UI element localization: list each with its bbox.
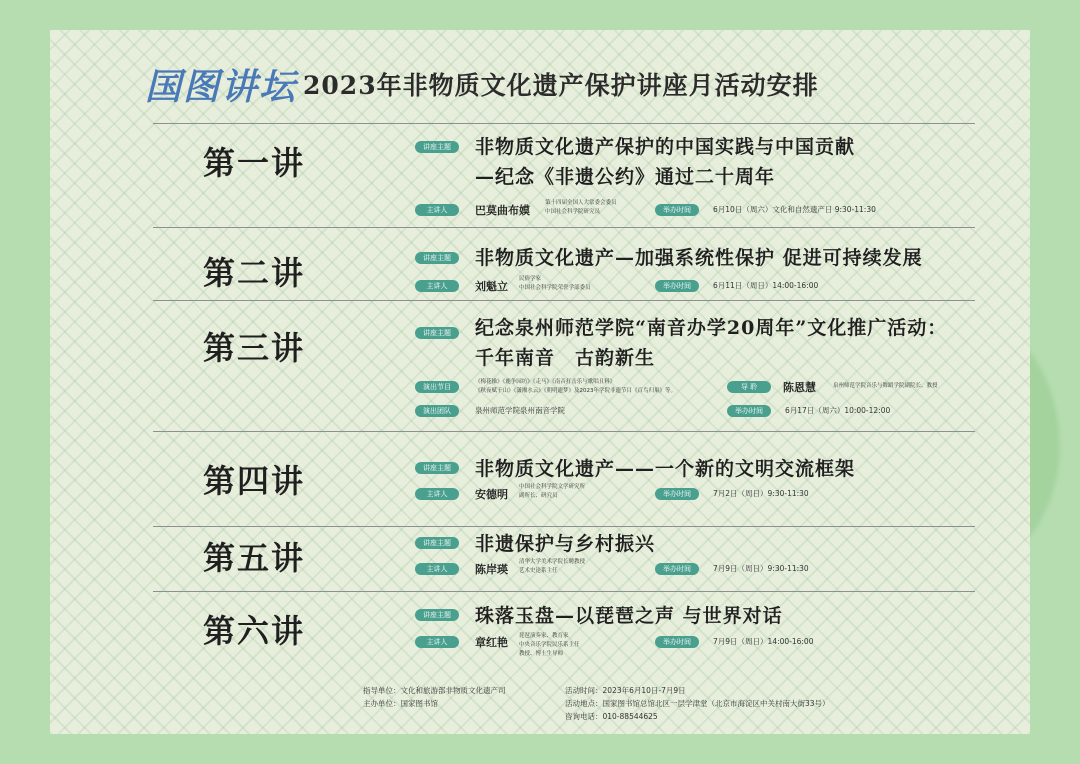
page-title: 2023年非物质文化遗产保护讲座月活动安排 <box>303 71 819 100</box>
activity-location: 活动地点：国家图书馆总馆北区一层学津堂（北京市海淀区中关村南大街33号） <box>565 699 830 708</box>
time-tag: 举办时间 <box>655 204 699 216</box>
guide-title: 泉州师范学院音乐与舞蹈学院副院长、教授 <box>833 383 938 389</box>
troupe-tag: 演出团队 <box>415 405 459 417</box>
lecture-6 <box>153 592 975 676</box>
time-tag: 举办时间 <box>655 636 699 648</box>
lecture-title: 第四讲 <box>203 462 306 500</box>
time-tag: 举办时间 <box>655 563 699 575</box>
lecture-subtopic: —纪念《非遗公约》通过二十周年 <box>475 166 776 188</box>
topic-tag: 讲座主题 <box>415 609 459 621</box>
lecture-2 <box>153 228 975 300</box>
speaker-title: 清华大学美术学院长聘教授 <box>519 559 586 565</box>
brand-logo: 国图讲坛 <box>145 65 298 108</box>
lecture-topic: 纪念泉州师范学院“南音办学20周年”文化推广活动： <box>475 317 948 339</box>
program-list: 《梅花操》《鹿争园坊》《走马》《南音打击乐与歌唱且料》 <box>475 379 616 385</box>
lecture-time: 7月9日（周日）14:00-16:00 <box>713 637 814 646</box>
lecture-title: 第一讲 <box>203 144 306 182</box>
poster-header <box>145 60 819 108</box>
speaker-title: 中国社会科学院研究员 <box>545 209 601 215</box>
guide-tag: 导 聆 <box>727 381 771 393</box>
guide-unit: 指导单位：文化和旅游部非物质文化遗产司 <box>363 686 506 695</box>
speaker-title: 教授、博士生导师 <box>519 651 564 657</box>
lecture-time: 6月10日（周六）文化和自然遗产日 9:30-11:30 <box>713 205 876 214</box>
topic-tag: 讲座主题 <box>415 462 459 474</box>
host-unit: 主办单位：国家图书馆 <box>363 699 438 708</box>
time-tag: 举办时间 <box>727 405 771 417</box>
lecture-time: 7月9日（周日）9:30-11:30 <box>713 564 809 573</box>
lecture-title: 第二讲 <box>203 254 306 292</box>
speaker-tag: 主讲人 <box>415 636 459 648</box>
speaker-title: 中国社会科学院文学研究所 <box>519 484 586 490</box>
troupe-name: 泉州师范学院泉州南音学院 <box>475 406 565 415</box>
lecture-topic: 非物质文化遗产—加强系统性保护 促进可持续发展 <box>475 247 923 269</box>
lecture-title: 第五讲 <box>203 539 306 577</box>
phone: 咨询电话：010-88544625 <box>565 712 658 721</box>
speaker-title: 艺术史论系主任 <box>519 568 558 574</box>
program-tag: 演出节目 <box>415 381 459 393</box>
topic-tag: 讲座主题 <box>415 327 459 339</box>
speaker-tag: 主讲人 <box>415 204 459 216</box>
speaker-name: 陈岸瑛 <box>475 563 508 576</box>
lecture-3 <box>153 301 975 431</box>
guide-name: 陈恩慧 <box>783 381 816 394</box>
speaker-tag: 主讲人 <box>415 563 459 575</box>
speaker-title: 中国社会科学院荣誉学部委员 <box>519 285 591 291</box>
lecture-topic: 非物质文化遗产——一个新的文明交流框架 <box>475 458 856 480</box>
lecture-subtopic: 千年南音 古韵新生 <box>475 347 656 369</box>
time-tag: 举办时间 <box>655 280 699 292</box>
lecture-title: 第三讲 <box>203 329 306 367</box>
lecture-topic: 非物质文化遗产保护的中国实践与中国贡献 <box>475 136 856 158</box>
activity-time: 活动时间：2023年6月10日-7月9日 <box>565 686 686 695</box>
program-list: 《秋夜赋千山》《潇湘水云》《朝明遗梦》及2023年学院非遗节目《百鸟归巢》等。 <box>475 388 676 394</box>
speaker-tag: 主讲人 <box>415 280 459 292</box>
speaker-name: 安德明 <box>475 488 508 501</box>
lecture-4 <box>153 432 975 526</box>
lecture-1 <box>153 124 975 227</box>
topic-tag: 讲座主题 <box>415 141 459 153</box>
topic-tag: 讲座主题 <box>415 252 459 264</box>
lecture-time: 6月11日（周日）14:00-16:00 <box>713 281 819 290</box>
lecture-time: 7月2日（周日）9:30-11:30 <box>713 489 809 498</box>
lecture-title: 第六讲 <box>203 612 306 650</box>
speaker-name: 巴莫曲布嫫 <box>475 204 530 217</box>
time-tag: 举办时间 <box>655 488 699 500</box>
speaker-title: 副所长、研究员 <box>519 493 558 499</box>
speaker-title: 民俗学家 <box>519 276 542 282</box>
speaker-name: 章红艳 <box>475 636 508 649</box>
speaker-title: 琵琶演奏家、教育家 <box>519 633 569 639</box>
speaker-name: 刘魁立 <box>475 280 508 293</box>
poster <box>50 30 1030 734</box>
speaker-tag: 主讲人 <box>415 488 459 500</box>
lecture-topic: 珠落玉盘—以琵琶之声 与世界对话 <box>475 605 783 627</box>
topic-tag: 讲座主题 <box>415 537 459 549</box>
lecture-topic: 非遗保护与乡村振兴 <box>475 533 656 555</box>
lecture-time: 6月17日（周六）10:00-12:00 <box>785 406 891 415</box>
speaker-title: 中央音乐学院民乐系主任 <box>519 642 580 648</box>
lecture-5 <box>153 527 975 591</box>
speaker-title: 第十四届全国人大常委会委员 <box>545 200 617 206</box>
